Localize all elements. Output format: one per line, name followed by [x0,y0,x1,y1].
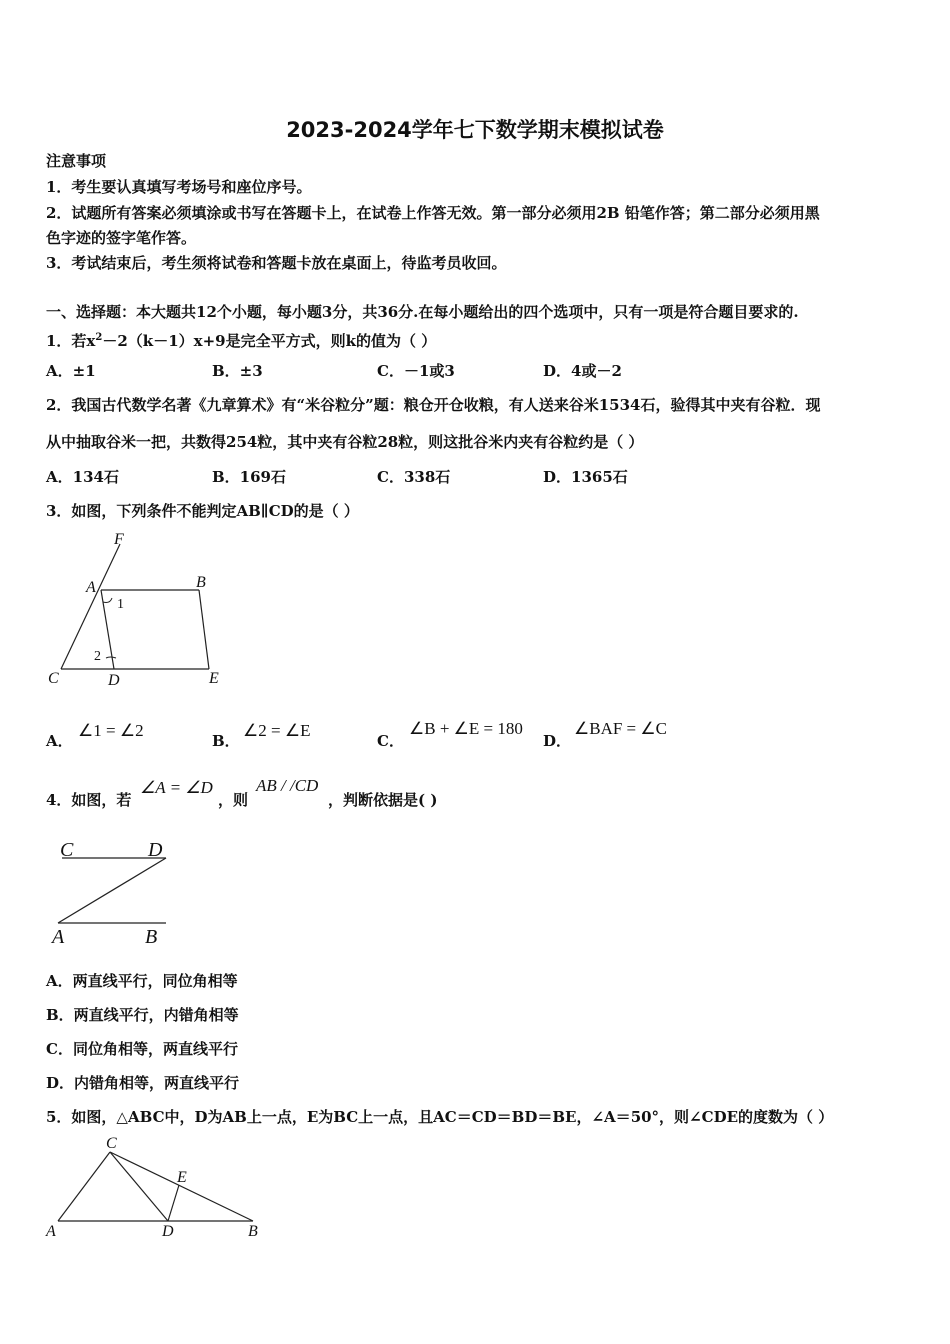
segment-be [199,590,209,669]
q3-option-b-letter: B． [212,732,240,750]
q3-option-d-letter: D． [543,732,572,750]
angle-2-arc [106,657,116,658]
label-f: F [114,531,124,548]
label-e: E [209,670,219,687]
q3-option-a-math: ∠1 = ∠2 [78,721,144,740]
label-d: D [148,839,163,861]
q4-conclusion-math: AB / /CD [256,776,319,795]
label-e: E [177,1169,187,1186]
segment-cb [110,1152,253,1221]
label-b: B [196,574,206,591]
notice-heading: 注意事项 [46,152,107,170]
label-d: D [162,1223,174,1240]
q2-option-d: D．1365石 [543,468,628,486]
label-b: B [248,1223,258,1240]
label-d: D [108,672,120,689]
q4-condition-math: ∠A = ∠D [140,778,213,797]
angle-1-arc [103,598,112,603]
q4-stem-post: ，判断依据是( ) [328,791,438,809]
section-heading: 一、选择题：本大题共12个小题，每小题3分，共36分.在每小题给出的四个选项中，只有一项是符合题目要求的. [46,303,799,321]
q4-option-b: B．两直线平行，内错角相等 [46,1006,239,1024]
q3-option-b-math: ∠2 = ∠E [243,721,311,740]
q3-option-a-letter: A． [46,732,73,750]
q2-stem-line1: 2．我国古代数学名著《九章算术》有“米谷粒分”题：粮仓开仓收粮，有人送来谷米1534石，验得其中夹有谷粒．现 [46,396,821,414]
q4-option-a: A．两直线平行，同位角相等 [46,972,238,990]
q2-stem-line2: 从中抽取谷米一把，共数得254粒，其中夹有谷粒28粒，则这批谷米内夹有谷粒约是（ ） [46,433,644,451]
notice-item: 3．考试结束后，考生须将试卷和答题卡放在桌面上，待监考员收回。 [46,254,507,272]
q5-stem: 5．如图，△ABC中，D为AB上一点，E为BC上一点，且AC＝CD＝BD＝BE，∠A＝50°，则∠CDE的度数为（ ） [46,1108,834,1126]
q4-stem-mid: ，则 [218,791,249,809]
q1-option-c: C．－1或3 [377,362,455,380]
q4-option-d: D．内错角相等，两直线平行 [46,1074,240,1092]
q2-option-a: A．134石 [46,468,119,486]
segment-cd [110,1152,168,1221]
label-a: A [86,579,96,596]
q3-figure [40,530,240,690]
q3-option-c-letter: C． [377,732,404,750]
q3-option-d-math: ∠BAF = ∠C [574,719,667,738]
q1-option-a: A．±1 [46,362,96,380]
label-a: A [46,1223,56,1240]
q5-figure [40,1134,280,1239]
q2-option-b: B．169石 [212,468,286,486]
segment-da [58,858,166,923]
label-angle-1: 1 [117,597,124,612]
label-c: C [106,1135,117,1152]
q3-stem: 3．如图，下列条件不能判定AB∥CD的是（ ） [46,502,359,520]
q4-figure [46,838,186,948]
q2-option-c: C．338石 [377,468,451,486]
notice-item: 2．试题所有答案必须填涂或书写在答题卡上，在试卷上作答无效。第一部分必须用2B 铅笔作答；第二部分必须用黑 [46,204,820,222]
label-c: C [60,839,74,861]
notice-item: 1．考生要认真填写考场号和座位序号。 [46,178,312,196]
notice-item: 色字迹的签字笔作答。 [46,229,197,247]
segment-de [168,1185,179,1221]
page-title: 2023-2024学年七下数学期末模拟试卷 [286,118,664,142]
q4-option-c: C．同位角相等，两直线平行 [46,1040,238,1058]
label-angle-2: 2 [94,649,101,664]
q1-stem: 1．若$x^2-2(k-1)x+9$是完全平方式，则k的值为（ ） [46,332,437,350]
segment-ac [58,1152,110,1221]
label-a: A [52,926,65,948]
label-c: C [48,670,59,687]
label-b: B [145,926,158,948]
q4-stem-pre: 4．如图，若 [46,791,132,809]
q1-option-b: B．±3 [212,362,263,380]
q3-option-c-math: ∠B + ∠E = 180 [409,719,523,738]
q1-option-d: D．4或－2 [543,362,622,380]
